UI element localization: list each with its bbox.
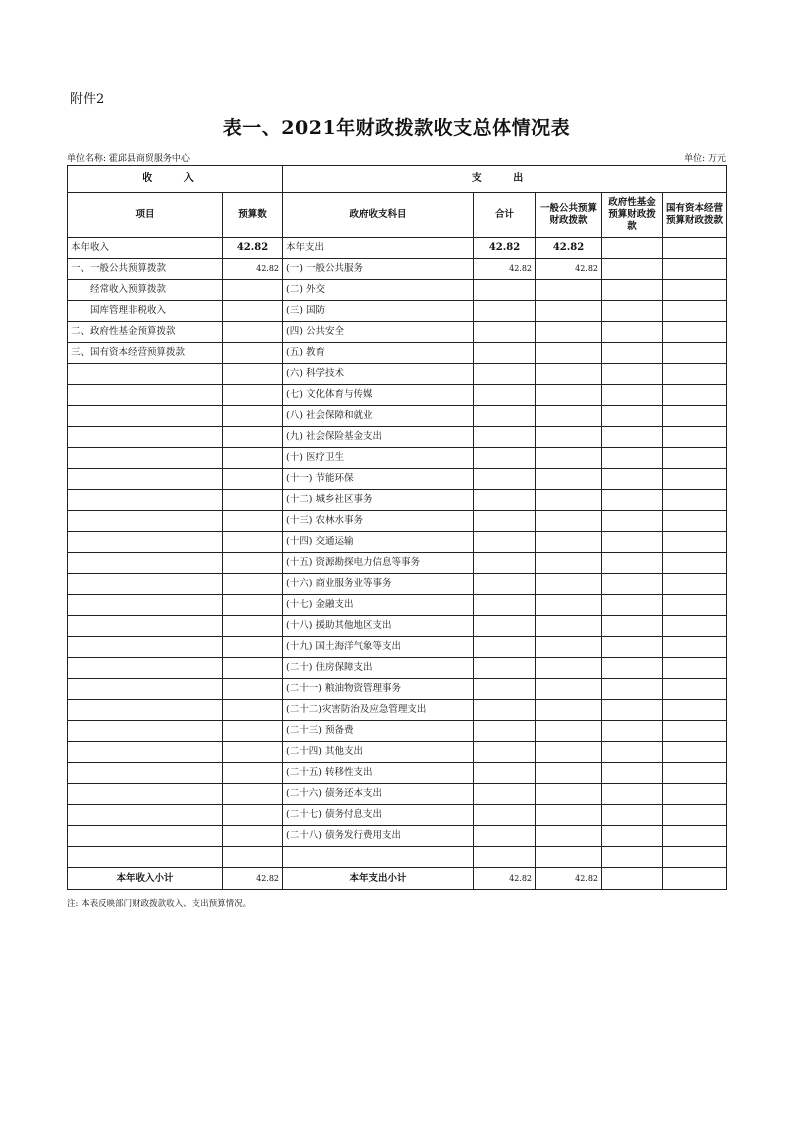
table-row [68,343,727,364]
col-general: 一般公共预算财政拨款 [536,193,602,238]
expense-total-cell [474,784,536,805]
income-item-value [223,364,283,385]
income-item-value [223,805,283,826]
expense-total-cell [474,574,536,595]
income-subtotal-label: 本年收入小计 [68,868,223,890]
table-row [68,490,727,511]
expense-fund-cell [602,700,663,721]
income-item-label [68,553,223,574]
expense-fund-cell [602,805,663,826]
income-item-label [68,805,223,826]
income-section-header: 收 入 [68,166,283,193]
expense-state-cell [663,406,727,427]
expense-subtotal-total: 42.82 [474,868,536,890]
expense-item-label: (三) 国防 [283,301,474,322]
expense-item-label: (二十) 住房保障支出 [283,658,474,679]
expense-item-label: (二十七) 债务付息支出 [283,805,474,826]
income-item-label [68,616,223,637]
income-subtotal-value: 42.82 [223,868,283,890]
expense-general-cell [536,322,602,343]
income-item-label [68,490,223,511]
income-item-label [68,721,223,742]
table-row [68,322,727,343]
table-row [68,259,727,280]
income-item-label: 本年收入 [68,238,223,259]
expense-total-cell [474,532,536,553]
unit-label: 单位: 万元 [684,154,726,164]
expense-fund-cell [602,742,663,763]
expense-general-cell [536,385,602,406]
expense-state-cell [663,574,727,595]
expense-total-cell [474,553,536,574]
income-item-label [68,532,223,553]
expense-total-cell [474,595,536,616]
expense-fund-cell [602,532,663,553]
income-item-value [223,595,283,616]
income-item-value [223,553,283,574]
table-row [68,553,727,574]
expense-general-cell [536,343,602,364]
income-item-value [223,532,283,553]
income-item-value [223,385,283,406]
table-body [68,166,727,890]
expense-general-cell [536,847,602,868]
expense-total-cell: 42.82 [474,259,536,280]
income-item-value [223,742,283,763]
expense-state-cell [663,448,727,469]
expense-total-cell [474,637,536,658]
footnote: 注: 本表反映部门财政拨款收入、支出预算情况。 [67,899,252,909]
table-row [68,238,727,259]
attachment-label: 附件2 [70,92,105,107]
expense-item-label: (四) 公共安全 [283,322,474,343]
expense-total-cell [474,658,536,679]
income-item-label [68,637,223,658]
income-item-value [223,700,283,721]
expense-state-cell [663,280,727,301]
expense-fund-cell [602,259,663,280]
expense-state-cell [663,805,727,826]
table-row [68,280,727,301]
expense-general-cell [536,637,602,658]
expense-state-cell [663,826,727,847]
expense-state-cell [663,385,727,406]
expense-general-cell [536,490,602,511]
expense-state-cell [663,301,727,322]
expense-general-cell [536,658,602,679]
income-item-value [223,721,283,742]
expense-item-label: (九) 社会保险基金支出 [283,427,474,448]
expense-general-cell [536,721,602,742]
income-item-value [223,763,283,784]
expense-general-cell [536,364,602,385]
expense-item-label: (二十六) 债务还本支出 [283,784,474,805]
table-row [68,658,727,679]
expense-total-cell [474,826,536,847]
expense-item-label: (二十一) 粮油物资管理事务 [283,679,474,700]
budget-table [67,165,727,890]
expense-item-label: (十) 医疗卫生 [283,448,474,469]
expense-state-cell [663,637,727,658]
expense-total-cell [474,448,536,469]
page-title: 表一、2021年财政拨款收支总体情况表 [222,117,571,139]
expense-fund-cell [602,448,663,469]
expense-item-label: (十八) 援助其他地区支出 [283,616,474,637]
income-item-label [68,826,223,847]
col-state: 国有资本经营预算财政拨款 [663,193,727,238]
expense-item-label: (二十四) 其他支出 [283,742,474,763]
expense-general-cell [536,469,602,490]
income-item-value [223,616,283,637]
expense-general-cell: 42.82 [536,238,602,259]
expense-general-cell [536,427,602,448]
expense-item-label: (十二) 城乡社区事务 [283,490,474,511]
income-item-value [223,784,283,805]
expense-item-label: (十一) 节能环保 [283,469,474,490]
expense-fund-cell [602,553,663,574]
income-item-value [223,427,283,448]
expense-fund-cell [602,238,663,259]
table-row [68,595,727,616]
table-row [68,700,727,721]
col-gov-subject: 政府收支科目 [283,193,474,238]
expense-general-cell [536,574,602,595]
expense-state-cell [663,763,727,784]
table-row [68,532,727,553]
expense-fund-cell [602,637,663,658]
table-row [68,742,727,763]
expense-item-label: (十三) 农林水事务 [283,511,474,532]
expense-total-cell [474,301,536,322]
expense-item-label [283,847,474,868]
table-row [68,511,727,532]
expense-total-cell [474,721,536,742]
expense-state-cell [663,721,727,742]
expense-state-cell [663,238,727,259]
expense-state-cell [663,784,727,805]
income-item-label [68,469,223,490]
expense-general-cell [536,679,602,700]
table-row [68,406,727,427]
income-item-label [68,700,223,721]
table-row [68,721,727,742]
expense-state-cell [663,553,727,574]
income-item-value [223,343,283,364]
income-item-label [68,364,223,385]
expense-state-cell [663,595,727,616]
expense-total-cell [474,511,536,532]
expense-state-cell [663,847,727,868]
column-header-row [68,193,727,238]
section-header-row [68,166,727,193]
col-item: 项目 [68,193,223,238]
expense-total-cell [474,364,536,385]
income-item-label: 经常收入预算拨款 [68,280,223,301]
expense-fund-cell [602,322,663,343]
expense-item-label: (十九) 国土海洋气象等支出 [283,637,474,658]
expense-total-cell [474,469,536,490]
expense-fund-cell [602,490,663,511]
expense-item-label: (二十三) 预备费 [283,721,474,742]
expense-general-cell [536,280,602,301]
expense-total-cell [474,763,536,784]
expense-general-cell [536,700,602,721]
income-item-value [223,826,283,847]
expense-state-cell [663,259,727,280]
income-item-label [68,742,223,763]
expense-fund-cell [602,847,663,868]
expense-total-cell [474,427,536,448]
expense-state-cell [663,427,727,448]
income-item-label [68,679,223,700]
expense-general-cell [536,763,602,784]
expense-item-label: (十七) 金融支出 [283,595,474,616]
expense-item-label: (二) 外交 [283,280,474,301]
expense-general-cell [536,805,602,826]
expense-item-label: (二十五) 转移性支出 [283,763,474,784]
income-item-label [68,595,223,616]
income-item-label [68,511,223,532]
expense-item-label: (十四) 交通运输 [283,532,474,553]
expense-general-cell [536,553,602,574]
income-item-value [223,448,283,469]
expense-total-cell [474,406,536,427]
expense-item-label: (十五) 资源勘探电力信息等事务 [283,553,474,574]
income-item-label: 二、政府性基金预算拨款 [68,322,223,343]
expense-subtotal-general: 42.82 [536,868,602,890]
income-item-label [68,763,223,784]
expense-item-label: (五) 教育 [283,343,474,364]
expense-item-label: (六) 科学技术 [283,364,474,385]
expense-general-cell [536,448,602,469]
expense-total-cell [474,742,536,763]
income-item-value [223,322,283,343]
table-row [68,427,727,448]
expense-state-cell [663,658,727,679]
expense-subtotal-label: 本年支出小计 [283,868,474,890]
expense-subtotal-fund [602,868,663,890]
income-item-value [223,301,283,322]
table-row [68,679,727,700]
expense-general-cell [536,784,602,805]
expense-item-label: 本年支出 [283,238,474,259]
income-item-label: 三、国有资本经营预算拨款 [68,343,223,364]
expense-general-cell [536,532,602,553]
table-row [68,385,727,406]
expense-fund-cell [602,469,663,490]
expense-item-label: (二十八) 债务发行费用支出 [283,826,474,847]
expense-fund-cell [602,343,663,364]
income-item-label [68,427,223,448]
expense-total-cell [474,616,536,637]
unit-name: 单位名称: 霍邱县商贸服务中心 [67,154,190,164]
table-row [68,301,727,322]
expense-state-cell [663,511,727,532]
expense-total-cell [474,343,536,364]
unit-line [67,151,726,164]
income-item-value: 42.82 [223,238,283,259]
expense-general-cell [536,406,602,427]
expense-state-cell [663,322,727,343]
expense-state-cell [663,532,727,553]
expense-state-cell [663,343,727,364]
expense-total-cell [474,847,536,868]
expense-section-header: 支 出 [283,166,727,193]
income-item-label [68,658,223,679]
income-item-value [223,679,283,700]
income-item-label: 国库管理非税收入 [68,301,223,322]
expense-fund-cell [602,784,663,805]
col-fund: 政府性基金预算财政拨款 [602,193,663,238]
income-item-value [223,469,283,490]
expense-item-label: (八) 社会保障和就业 [283,406,474,427]
expense-state-cell [663,700,727,721]
expense-total-cell [474,679,536,700]
expense-general-cell [536,616,602,637]
table-row [68,574,727,595]
income-item-label [68,574,223,595]
income-item-label [68,784,223,805]
expense-subtotal-state [663,868,727,890]
expense-fund-cell [602,364,663,385]
expense-fund-cell [602,385,663,406]
expense-total-cell [474,322,536,343]
income-item-value [223,406,283,427]
expense-fund-cell [602,595,663,616]
expense-fund-cell [602,826,663,847]
expense-state-cell [663,616,727,637]
totals-row [68,868,727,890]
expense-general-cell: 42.82 [536,259,602,280]
table-row [68,616,727,637]
income-item-value [223,847,283,868]
income-item-label [68,406,223,427]
expense-item-label: (二十二)灾害防治及应急管理支出 [283,700,474,721]
income-item-value [223,637,283,658]
col-budget: 预算数 [223,193,283,238]
income-item-value: 42.82 [223,259,283,280]
table-row [68,469,727,490]
income-item-value [223,574,283,595]
expense-general-cell [536,511,602,532]
expense-item-label: (十六) 商业服务业等事务 [283,574,474,595]
table-row [68,784,727,805]
expense-fund-cell [602,280,663,301]
table-row [68,637,727,658]
income-item-label [68,385,223,406]
expense-fund-cell [602,658,663,679]
expense-total-cell [474,700,536,721]
income-item-value [223,511,283,532]
expense-general-cell [536,826,602,847]
income-item-label: 一、一般公共预算拨款 [68,259,223,280]
table-row [68,364,727,385]
expense-total-cell: 42.82 [474,238,536,259]
income-item-value [223,490,283,511]
expense-fund-cell [602,721,663,742]
expense-fund-cell [602,427,663,448]
expense-state-cell [663,679,727,700]
expense-state-cell [663,742,727,763]
income-item-value [223,658,283,679]
table-row [68,826,727,847]
expense-fund-cell [602,616,663,637]
expense-fund-cell [602,406,663,427]
expense-fund-cell [602,301,663,322]
expense-total-cell [474,385,536,406]
expense-total-cell [474,490,536,511]
expense-fund-cell [602,763,663,784]
expense-fund-cell [602,574,663,595]
expense-general-cell [536,742,602,763]
income-item-label [68,448,223,469]
table-row [68,763,727,784]
expense-total-cell [474,280,536,301]
expense-state-cell [663,469,727,490]
income-item-label [68,847,223,868]
table-row [68,448,727,469]
col-total: 合计 [474,193,536,238]
expense-state-cell [663,490,727,511]
expense-total-cell [474,805,536,826]
expense-general-cell [536,301,602,322]
expense-general-cell [536,595,602,616]
income-item-value [223,280,283,301]
expense-item-label: (七) 文化体育与传媒 [283,385,474,406]
expense-fund-cell [602,679,663,700]
table-row [68,847,727,868]
table-row [68,805,727,826]
expense-item-label: (一) 一般公共服务 [283,259,474,280]
expense-state-cell [663,364,727,385]
expense-fund-cell [602,511,663,532]
